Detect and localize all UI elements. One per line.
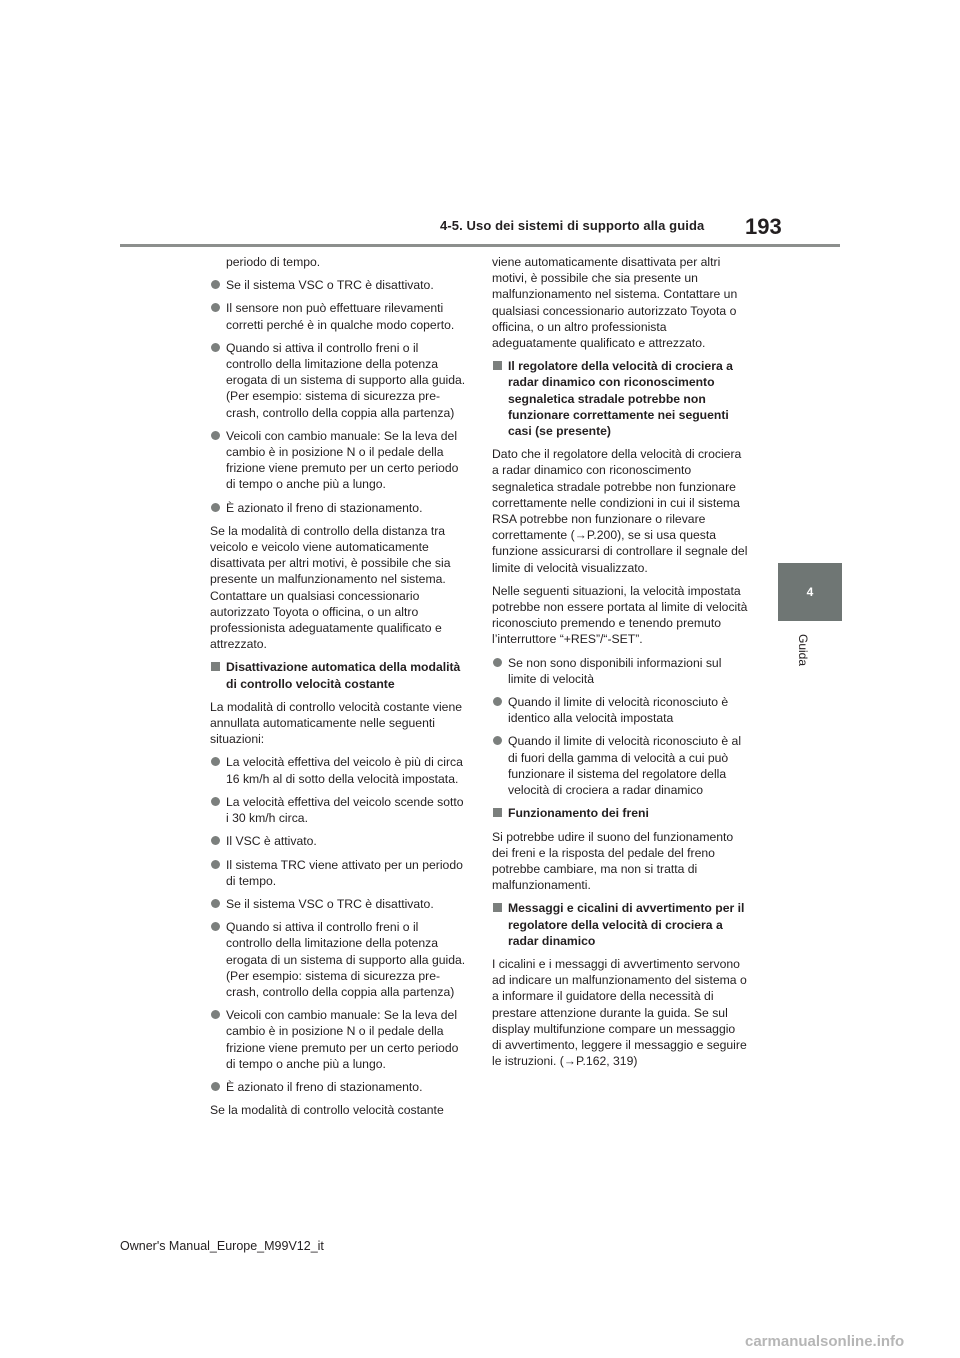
paragraph: I cicalini e i messaggi di avvertimento servono ad indicare un malfunzionamento del sistema o a informare il guidatore della necessità di prestare attenzione durante la guida. Se sul display multifunzione compare un messaggio di avvertimento, leggere il messaggio e seguire le istruzioni. (→P.162, 319)	[492, 956, 747, 1069]
bullet-item: Se non sono disponibili informazioni sul limite di velocità	[492, 655, 748, 687]
paragraph: La modalità di controllo velocità costante viene annullata automaticamente nelle seguenti situazioni:	[210, 699, 463, 747]
right-column	[492, 254, 748, 1076]
paragraph: Dato che il regolatore della velocità di crociera a radar dinamico con riconoscimento segnaletica stradale potrebbe non funzionare correttamente nelle condizioni in cui il sistema RSA potrebbe non funzionare o rilevare correttamente (→P.200), se si usa questa funzione assicurarsi di controllare il segnale del limite di velocità visualizzato.	[492, 447, 748, 575]
bullet-item: Quando il limite di velocità riconosciuto è identico alla velocità impostata	[492, 694, 748, 726]
paragraph: Se la modalità di controllo velocità costante	[210, 1103, 444, 1118]
watermark-link[interactable]: carmanualsonline.info	[745, 1333, 905, 1350]
bullet-item: Veicoli con cambio manuale: Se la leva del cambio è in posizione N o il pedale della frizione viene premuto per un certo periodo di tempo o anche più a lungo.	[210, 1007, 466, 1072]
section-heading: Messaggi e cicalini di avvertimento per il regolatore della velocità di crociera a radar dinamico	[492, 900, 748, 949]
bullet-item: Se il sistema VSC o TRC è disattivato.	[210, 896, 466, 912]
section-heading: Funzionamento dei freni	[492, 805, 748, 821]
section-title: 4-5. Uso dei sistemi di supporto alla guida	[440, 218, 705, 233]
bullet-item: La velocità effettiva del veicolo è più di circa 16 km/h al di sotto della velocità impostata.	[210, 754, 466, 786]
chapter-label: Guida	[796, 633, 810, 667]
bullet-item: Se il sistema VSC o TRC è disattivato.	[210, 277, 466, 293]
section-heading: Il regolatore della velocità di crociera a radar dinamico con riconoscimento segnaletica stradale potrebbe non funzionare correttamente nei seguenti casi (se presente)	[492, 358, 748, 439]
footer-manual-name: Owner's Manual_Europe_M99V12_it	[120, 1239, 324, 1253]
left-column	[210, 254, 466, 1125]
paragraph: Nelle seguenti situazioni, la velocità impostata potrebbe non essere portata al limite di velocità riconosciuto premendo e tenendo premuto l’interruttore “+RES”/“-SET”.	[492, 583, 748, 647]
bullet-item: È azionato il freno di stazionamento.	[210, 500, 466, 516]
bullet-item: Quando il limite di velocità riconosciuto è al di fuori della gamma di velocità a cui può funzionare il sistema del regolatore della velocità di crociera a radar dinamico	[492, 733, 748, 798]
bullet-item: Quando si attiva il controllo freni o il controllo della limitazione della potenza erogata di un sistema di supporto alla guida. (Per esempio: sistema di sicurezza pre-crash, controllo della coppia alla partenza)	[210, 919, 466, 1000]
paragraph: periodo di tempo.	[226, 255, 321, 269]
bullet-item: Il sistema TRC viene attivato per un periodo di tempo.	[210, 857, 466, 889]
section-heading: Disattivazione automatica della modalità di controllo velocità costante	[210, 659, 466, 691]
chapter-tab: 4	[778, 563, 842, 621]
paragraph: viene automaticamente disattivata per altri motivi, è possibile che sia presente un malfunzionamento nel sistema. Contattare un qualsiasi concessionario autorizzato Toyota o officina, o un altro professionista adeguatamente qualificato e attrezzato.	[492, 255, 738, 351]
paragraph: Si potrebbe udire il suono del funzionamento dei freni e la risposta del pedale del freno potrebbe cambiare, ma non si tratta di malfunzionamenti.	[492, 829, 734, 893]
bullet-item: Il VSC è attivato.	[210, 833, 466, 849]
page-number: 193	[745, 214, 782, 239]
bullet-item: La velocità effettiva del veicolo scende sotto i 30 km/h circa.	[210, 794, 466, 826]
bullet-item: È azionato il freno di stazionamento.	[210, 1079, 466, 1095]
header-rule	[120, 244, 840, 247]
paragraph: Se la modalità di controllo della distanza tra veicolo e veicolo viene automaticamente disattivata per altri motivi, è possibile che sia presente un malfunzionamento nel sistema. Contattare un qualsiasi concessionario autorizzato Toyota o officina, o un altro professionista adeguatamente qualificato e attrezzato.	[210, 523, 451, 652]
bullet-item: Quando si attiva il controllo freni o il controllo della limitazione della potenza erogata di un sistema di supporto alla guida. (Per esempio: sistema di sicurezza pre-crash, controllo della coppia alla partenza)	[210, 340, 466, 421]
bullet-item: Il sensore non può effettuare rilevamenti corretti perché è in qualche modo coperto.	[210, 300, 466, 332]
bullet-item: Veicoli con cambio manuale: Se la leva del cambio è in posizione N o il pedale della frizione viene premuto per un certo periodo di tempo o anche più a lungo.	[210, 428, 466, 493]
